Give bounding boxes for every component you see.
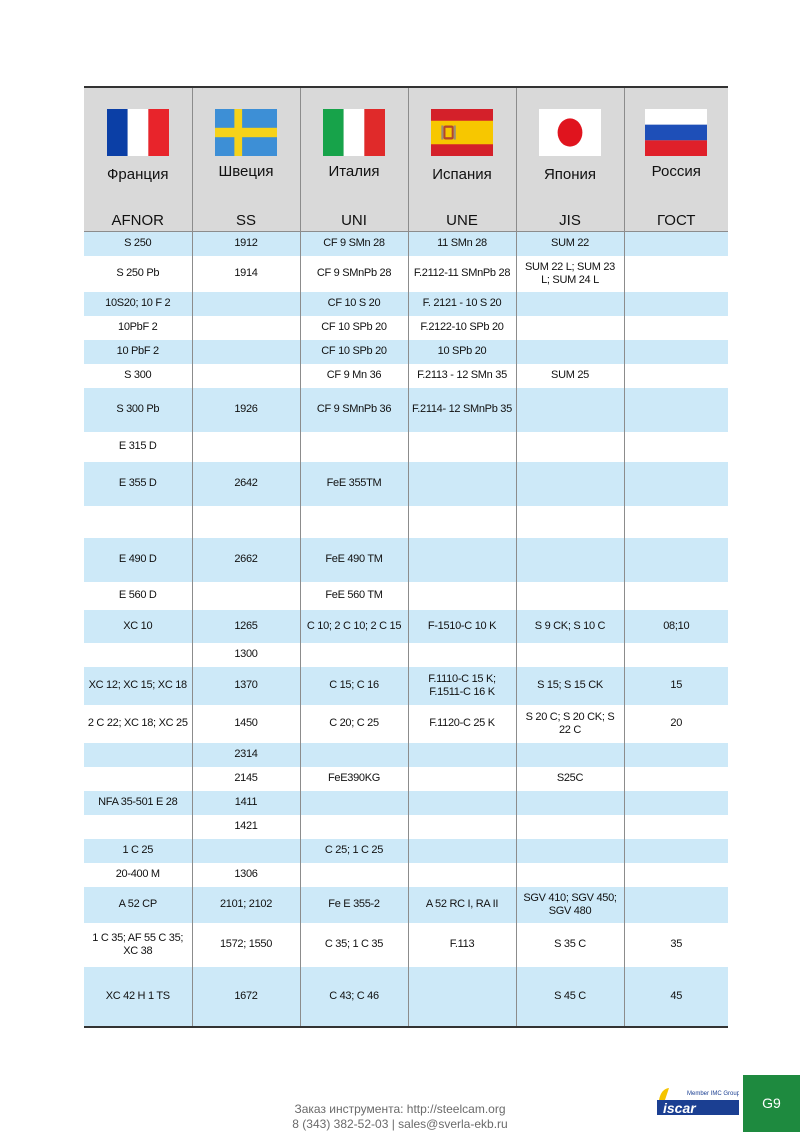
cell-ss: 1672 (192, 967, 300, 1027)
cell-afnor: E 560 D (84, 582, 192, 610)
cell-ss: 2662 (192, 538, 300, 582)
cell-uni: C 25; 1 C 25 (300, 839, 408, 863)
grade-table (84, 86, 728, 1028)
cell-afnor: XC 12; XC 15; XC 18 (84, 667, 192, 705)
cell-une: F.2122-10 SPb 20 (408, 316, 516, 340)
cell-uni (300, 432, 408, 462)
cell-une (408, 767, 516, 791)
cell-ss: 2101; 2102 (192, 887, 300, 923)
cell-uni: CF 9 SMn 28 (300, 232, 408, 256)
table-row (84, 364, 728, 388)
table-row (84, 743, 728, 767)
table-row (84, 432, 728, 462)
cell-afnor: 10 PbF 2 (84, 340, 192, 364)
cell-ss: 1265 (192, 610, 300, 643)
cell-gost: 35 (624, 923, 728, 967)
italy-flag-icon (323, 109, 385, 156)
cell-uni: CF 10 S 20 (300, 292, 408, 316)
table-row (84, 791, 728, 815)
logo-wordmark: iscar (663, 1100, 696, 1116)
cell-uni (300, 506, 408, 538)
spain-flag-icon (431, 109, 493, 156)
cell-ss: 1411 (192, 791, 300, 815)
cell-uni: C 20; C 25 (300, 705, 408, 743)
country-label: Швеция (218, 163, 274, 180)
cell-ss: 1450 (192, 705, 300, 743)
table-row (84, 538, 728, 582)
cell-une: F.1120-C 25 K (408, 705, 516, 743)
cell-jis: S25C (516, 767, 624, 791)
table-row (84, 839, 728, 863)
country-label: Япония (543, 166, 597, 183)
cell-gost (624, 538, 728, 582)
cell-uni: Fe E 355-2 (300, 887, 408, 923)
cell-ss: 2314 (192, 743, 300, 767)
cell-jis: SUM 22 L; SUM 23 L; SUM 24 L (516, 256, 624, 292)
cell-une: F.2113 - 12 SMn 35 (408, 364, 516, 388)
cell-gost (624, 388, 728, 432)
cell-une (408, 839, 516, 863)
cell-ss: 1926 (192, 388, 300, 432)
cell-afnor: E 355 D (84, 462, 192, 506)
cell-uni: FeE 490 TM (300, 538, 408, 582)
cell-jis: S 35 C (516, 923, 624, 967)
cell-uni: CF 9 SMnPb 36 (300, 388, 408, 432)
table-row (84, 462, 728, 506)
cell-afnor: S 300 (84, 364, 192, 388)
cell-gost (624, 506, 728, 538)
table-row (84, 292, 728, 316)
cell-afnor: 10PbF 2 (84, 316, 192, 340)
sweden-flag-icon (215, 109, 277, 156)
cell-gost (624, 839, 728, 863)
cell-ss: 2145 (192, 767, 300, 791)
table-row (84, 705, 728, 743)
cell-jis: SUM 25 (516, 364, 624, 388)
cell-afnor: NFA 35-501 E 28 (84, 791, 192, 815)
cell-jis (516, 292, 624, 316)
cell-jis (516, 582, 624, 610)
cell-afnor: A 52 CP (84, 887, 192, 923)
cell-une: 10 SPb 20 (408, 340, 516, 364)
cell-uni: CF 9 Mn 36 (300, 364, 408, 388)
country-label: Италия (328, 163, 380, 180)
column-spain (408, 87, 516, 232)
table-row (84, 582, 728, 610)
standard-label: UNE (446, 212, 478, 229)
table-row (84, 667, 728, 705)
column-italy (300, 87, 408, 232)
cell-gost (624, 643, 728, 667)
cell-jis (516, 839, 624, 863)
cell-afnor: S 300 Pb (84, 388, 192, 432)
cell-uni: FeE390KG (300, 767, 408, 791)
cell-jis: S 45 C (516, 967, 624, 1027)
cell-jis (516, 791, 624, 815)
cell-ss (192, 506, 300, 538)
cell-jis (516, 340, 624, 364)
cell-afnor: E 490 D (84, 538, 192, 582)
table-row (84, 340, 728, 364)
cell-uni (300, 743, 408, 767)
cell-une: F-1510-C 10 K (408, 610, 516, 643)
cell-jis (516, 316, 624, 340)
table-row (84, 967, 728, 1027)
cell-gost: 08;10 (624, 610, 728, 643)
cell-gost (624, 887, 728, 923)
column-russia (624, 87, 728, 232)
iscar-logo (657, 1086, 739, 1116)
cell-une (408, 506, 516, 538)
cell-une (408, 791, 516, 815)
standard-label: JIS (559, 212, 581, 229)
cell-ss: 1300 (192, 643, 300, 667)
table-row (84, 232, 728, 256)
cell-jis: S 20 C; S 20 CK; S 22 C (516, 705, 624, 743)
cell-une: A 52 RC I, RA II (408, 887, 516, 923)
footer-contact-line: 8 (343) 382-52-03 | sales@sverla-ekb.ru (292, 1117, 508, 1131)
cell-jis: S 15; S 15 CK (516, 667, 624, 705)
cell-gost (624, 292, 728, 316)
cell-gost: 15 (624, 667, 728, 705)
cell-afnor: 1 C 35; AF 55 C 35; XC 38 (84, 923, 192, 967)
cell-uni: CF 10 SPb 20 (300, 316, 408, 340)
cell-gost (624, 863, 728, 887)
cell-afnor (84, 643, 192, 667)
column-japan (516, 87, 624, 232)
cell-afnor: XC 42 H 1 TS (84, 967, 192, 1027)
cell-gost (624, 232, 728, 256)
cell-ss (192, 292, 300, 316)
cell-une (408, 643, 516, 667)
cell-gost: 45 (624, 967, 728, 1027)
country-label: Россия (651, 163, 701, 180)
cell-afnor (84, 743, 192, 767)
cell-ss (192, 582, 300, 610)
table-row (84, 767, 728, 791)
cell-une: F. 2121 - 10 S 20 (408, 292, 516, 316)
cell-gost (624, 791, 728, 815)
cell-gost (624, 316, 728, 340)
cell-ss (192, 839, 300, 863)
standard-label: ГОСТ (657, 212, 696, 229)
cell-afnor: 2 C 22; XC 18; XC 25 (84, 705, 192, 743)
cell-gost (624, 767, 728, 791)
cell-une (408, 582, 516, 610)
cell-une (408, 462, 516, 506)
cell-uni: C 15; C 16 (300, 667, 408, 705)
cell-jis: S 9 CK; S 10 C (516, 610, 624, 643)
cell-ss: 1914 (192, 256, 300, 292)
cell-une: F.113 (408, 923, 516, 967)
cell-gost (624, 582, 728, 610)
cell-afnor (84, 815, 192, 839)
cell-afnor (84, 767, 192, 791)
cell-uni: CF 10 SPb 20 (300, 340, 408, 364)
table-row (84, 256, 728, 292)
cell-gost (624, 462, 728, 506)
cell-une (408, 967, 516, 1027)
cell-ss (192, 432, 300, 462)
cell-gost (624, 815, 728, 839)
cell-jis (516, 432, 624, 462)
cell-uni: FeE 355TM (300, 462, 408, 506)
cell-uni: C 43; C 46 (300, 967, 408, 1027)
country-label: Франция (107, 166, 169, 183)
cell-jis (516, 863, 624, 887)
cell-gost (624, 432, 728, 462)
cell-afnor: 20-400 M (84, 863, 192, 887)
france-flag-icon (107, 109, 169, 156)
cell-ss: 1370 (192, 667, 300, 705)
cell-uni (300, 815, 408, 839)
cell-gost (624, 743, 728, 767)
table-row (84, 923, 728, 967)
cell-une: F.2114- 12 SMnPb 35 (408, 388, 516, 432)
cell-uni: CF 9 SMnPb 28 (300, 256, 408, 292)
cell-jis (516, 643, 624, 667)
cell-afnor: 1 C 25 (84, 839, 192, 863)
table-row (84, 388, 728, 432)
cell-uni: C 10; 2 C 10; 2 C 15 (300, 610, 408, 643)
cell-gost (624, 364, 728, 388)
cell-afnor: 10S20; 10 F 2 (84, 292, 192, 316)
table-row (84, 316, 728, 340)
page-number-badge: G9 (743, 1075, 800, 1132)
cell-afnor: E 315 D (84, 432, 192, 462)
table-row (84, 610, 728, 643)
cell-jis (516, 538, 624, 582)
cell-jis (516, 462, 624, 506)
table-row (84, 643, 728, 667)
cell-ss (192, 364, 300, 388)
cell-afnor (84, 506, 192, 538)
cell-une: 11 SMn 28 (408, 232, 516, 256)
cell-une: F.1110-C 15 K; F.1511-C 16 K (408, 667, 516, 705)
steel-equivalents-table (84, 86, 728, 1028)
cell-une: F.2112-11 SMnPb 28 (408, 256, 516, 292)
standard-label: AFNOR (111, 212, 164, 229)
russia-flag-icon (645, 109, 707, 156)
cell-jis: SUM 22 (516, 232, 624, 256)
cell-gost (624, 340, 728, 364)
column-france (84, 87, 192, 232)
column-sweden (192, 87, 300, 232)
cell-jis (516, 506, 624, 538)
cell-ss: 1912 (192, 232, 300, 256)
table-row (84, 815, 728, 839)
cell-jis (516, 388, 624, 432)
cell-uni: FeE 560 TM (300, 582, 408, 610)
cell-afnor: S 250 (84, 232, 192, 256)
table-header (84, 87, 728, 232)
cell-ss: 2642 (192, 462, 300, 506)
cell-jis (516, 743, 624, 767)
standard-label: UNI (341, 212, 367, 229)
japan-flag-icon (539, 109, 601, 156)
cell-uni: C 35; 1 C 35 (300, 923, 408, 967)
cell-ss (192, 316, 300, 340)
cell-ss: 1421 (192, 815, 300, 839)
standard-label: SS (235, 212, 256, 229)
table-row (84, 506, 728, 538)
cell-une (408, 863, 516, 887)
cell-jis (516, 815, 624, 839)
cell-uni (300, 863, 408, 887)
cell-afnor: XC 10 (84, 610, 192, 643)
cell-ss: 1572; 1550 (192, 923, 300, 967)
country-label: Испания (432, 166, 492, 183)
cell-jis: SGV 410; SGV 450; SGV 480 (516, 887, 624, 923)
cell-ss: 1306 (192, 863, 300, 887)
cell-uni (300, 791, 408, 815)
cell-gost: 20 (624, 705, 728, 743)
table-row (84, 887, 728, 923)
cell-afnor: S 250 Pb (84, 256, 192, 292)
table-row (84, 863, 728, 887)
cell-ss (192, 340, 300, 364)
logo-tagline: Member IMC Group (687, 1091, 739, 1097)
table-body (84, 232, 728, 1027)
cell-gost (624, 256, 728, 292)
footer-order-line: Заказ инструмента: http://steelcam.org (294, 1102, 506, 1116)
cell-une (408, 538, 516, 582)
cell-une (408, 432, 516, 462)
cell-uni (300, 643, 408, 667)
cell-une (408, 815, 516, 839)
cell-une (408, 743, 516, 767)
